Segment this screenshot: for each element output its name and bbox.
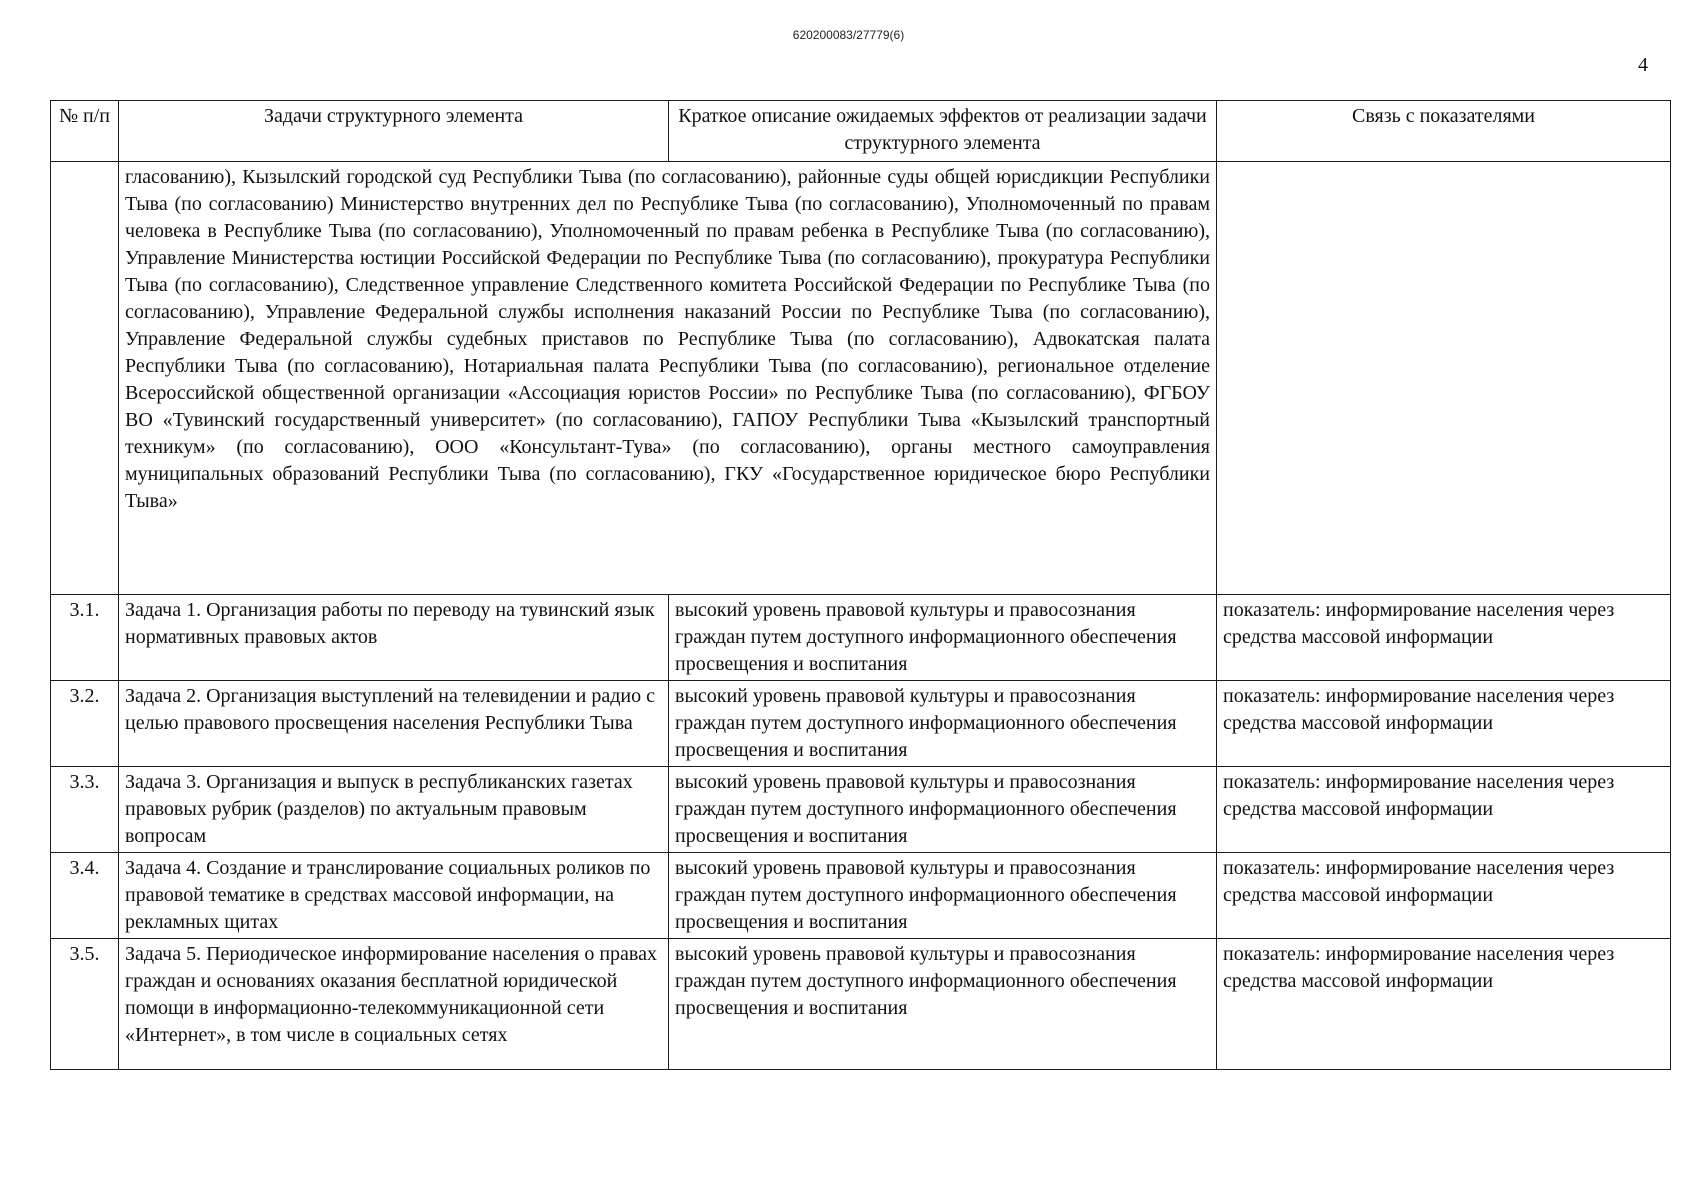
tasks-table <box>50 100 1671 1070</box>
row-task: Задача 1. Организация работы по переводу на тувинский язык нормативных правовых актов <box>119 595 669 681</box>
row-link: показатель: информирование населения через средства массовой информации <box>1217 681 1671 767</box>
row-number: 3.5. <box>51 939 119 1070</box>
table-row <box>51 681 1671 767</box>
row-task: Задача 5. Периодическое информирование населения о правах граждан и основаниях оказания бесплатной юридической помощи в информационно-телекоммуникационной сети «Интернет», в том числе в социальных сетях <box>119 939 669 1070</box>
table-row <box>51 767 1671 853</box>
document-id: 620200083/27779(6) <box>792 28 905 42</box>
row-effect: высокий уровень правовой культуры и правосознания граждан путем доступного информационного обеспечения просвещения и воспитания <box>669 939 1217 1070</box>
row-number: 3.4. <box>51 853 119 939</box>
row-task: Задача 2. Организация выступлений на телевидении и радио с целью правового просвещения населения Республики Тыва <box>119 681 669 767</box>
row-effect: высокий уровень правовой культуры и правосознания граждан путем доступного информационного обеспечения просвещения и воспитания <box>669 595 1217 681</box>
row-task: Задача 3. Организация и выпуск в республиканских газетах правовых рубрик (разделов) по актуальным правовым вопросам <box>119 767 669 853</box>
row-number: 3.2. <box>51 681 119 767</box>
table-row <box>51 853 1671 939</box>
row-task: Задача 4. Создание и транслирование социальных роликов по правовой тематике в средствах массовой информации, на рекламных щитах <box>119 853 669 939</box>
page-number: 4 <box>1638 54 1648 76</box>
table-row <box>51 595 1671 681</box>
row-effect: высокий уровень правовой культуры и правосознания граждан путем доступного информационного обеспечения просвещения и воспитания <box>669 853 1217 939</box>
header-effect: Краткое описание ожидаемых эффектов от реализации задачи структурного элемента <box>669 101 1217 162</box>
row-number: 3.1. <box>51 595 119 681</box>
row-effect: высокий уровень правовой культуры и правосознания граждан путем доступного информационного обеспечения просвещения и воспитания <box>669 767 1217 853</box>
continuation-link-cell <box>1217 162 1671 595</box>
continuation-row <box>51 162 1671 595</box>
row-link: показатель: информирование населения через средства массовой информации <box>1217 939 1671 1070</box>
row-effect: высокий уровень правовой культуры и правосознания граждан путем доступного информационного обеспечения просвещения и воспитания <box>669 681 1217 767</box>
row-number: 3.3. <box>51 767 119 853</box>
table-header-row <box>51 101 1671 162</box>
row-link: показатель: информирование населения через средства массовой информации <box>1217 853 1671 939</box>
continuation-number-cell <box>51 162 119 595</box>
header-number: № п/п <box>51 101 119 162</box>
continuation-text: гласованию), Кызылский городской суд Республики Тыва (по согласованию), районные суды общей юрисдикции Республики Тыва (по согласованию) Министерство внутренних дел по Республике Тыва (по согласованию), Уполномоченный по правам человека в Республике Тыва (по согласованию), Уполномоченный по правам ребенка в Республике Тыва (по согласованию), Управление Министерства юстиции Российской Федерации по Республике Тыва (по согласованию), прокуратура Республики Тыва (по согласованию), Следственное управление Следственного комитета Российской Федерации по Республике Тыва (по согласованию), Управление Федеральной службы исполнения наказаний России по Республике Тыва (по согласованию), Управление Федеральной службы судебных приставов по Республике Тыва (по согласованию), Адвокатская палата Республики Тыва (по согласованию), Нотариальная палата Республики Тыва (по согласованию), региональное отделение Всероссийской общественной организации «Ассоциация юристов России» по Республике Тыва (по согласованию), ФГБОУ ВО «Тувинский государственный университет» (по согласованию), ГАПОУ Республики Тыва «Кызылский транспортный техникум» (по согласованию), ООО «Консультант-Тува» (по согласованию), органы местного самоуправления муниципальных образований Республики Тыва (по согласованию), ГКУ «Государственное юридическое бюро Республики Тыва» <box>119 162 1217 595</box>
row-link: показатель: информирование населения через средства массовой информации <box>1217 595 1671 681</box>
table-row <box>51 939 1671 1070</box>
header-link: Связь с показателями <box>1217 101 1671 162</box>
header-task: Задачи структурного элемента <box>119 101 669 162</box>
row-link: показатель: информирование населения через средства массовой информации <box>1217 767 1671 853</box>
